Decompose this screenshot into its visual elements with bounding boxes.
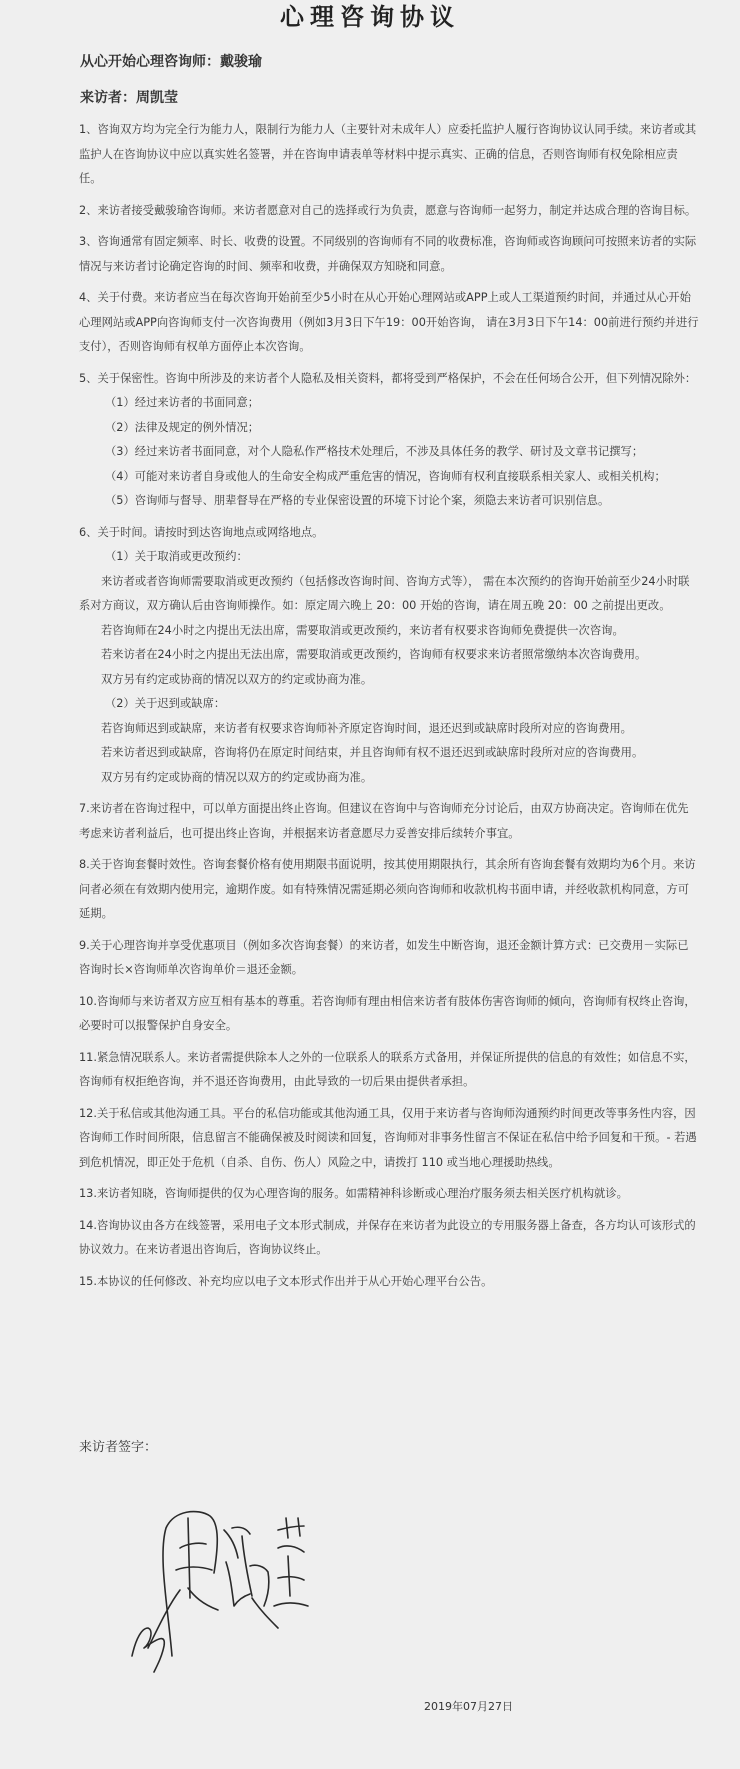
clause-6-sub-2-text-a: 若咨询师迟到或缺席，来访者有权要求咨询师补齐原定咨询时间，退还迟到或缺席时段所对应的咨询费用。 (101, 721, 632, 735)
clause-5-item-4: （4）可能对来访者自身或他人的生命安全构成严重危害的情况，咨询师有权利直接联系相关家人、或相关机构； (105, 469, 666, 483)
clause-12: 12.关于私信或其他沟通工具。平台的私信功能或其他沟通工具，仅用于来访者与咨询师沟通预约时间更改等事务性内容，因咨询师工作时间所限，信息留言不能确保被及时阅读和回复，咨询师对非事务性留言不保证在私信中给予回复和干预。- 若遇到危机情况，即正处于危机（自杀、自伤、伤人）风险之中，请拨打 110 或当地心理援助热线。 (79, 1106, 697, 1169)
clause-6-sub-2: （2）关于迟到或缺席： (105, 697, 226, 710)
agreement-body (79, 118, 699, 1294)
clause-15: 15.本协议的任何修改、补充均应以电子文本形式作出并于从心开始心理平台公告。 (79, 1274, 493, 1288)
clause-13: 13.来访者知晓，咨询师提供的仅为心理咨询的服务。如需精神科诊断或心理治疗服务须去相关医疗机构就诊。 (79, 1187, 628, 1200)
clause-2: 2、来访者接受戴骏瑜咨询师。来访者愿意对自己的选择或行为负责，愿意与咨询师一起努力，制定并达成合理的咨询目标。 (79, 203, 697, 217)
document-title: 心理咨询协议 (280, 3, 460, 31)
clause-6-sub-2-text-b: 若来访者迟到或缺席，咨询将仍在原定时间结束，并且咨询师有权不退还迟到或缺席时段所对应的咨询费用。 (101, 746, 644, 759)
clause-10: 10.咨询师与来访者双方应互相有基本的尊重。若咨询师有理由相信来访者有肢体伤害咨询师的倾向，咨询师有权终止咨询，必要时可以报警保护自身安全。 (79, 994, 696, 1032)
clause-3: 3、咨询通常有固定频率、时长、收费的设置。不同级别的咨询师有不同的收费标准，咨询师或咨询顾问可按照来访者的实际情况与来访者讨论确定咨询的时间、频率和收费，并确保双方知晓和同意。 (79, 235, 697, 273)
clause-6-sub-1-text-d: 双方另有约定或协商的情况以双方的约定或协商为准。 (101, 672, 373, 686)
clause-5-item-5: （5）咨询师与督导、朋辈督导在严格的专业保密设置的环境下讨论个案，须隐去来访者可识别信息。 (105, 494, 610, 507)
clause-1: 1、咨询双方均为完全行为能力人，限制行为能力人（主要针对未成年人）应委托监护人履行咨询协议认同手续。来访者或其监护人在咨询协议中应以真实姓名签署，并在咨询申请表单等材料中提示真实、正确的信息，否则咨询师有权免除相应责任。 (79, 123, 697, 185)
clause-6-sub-2-text-c: 双方另有约定或协商的情况以双方的约定或协商为准。 (101, 770, 373, 784)
clause-4: 4、关于付费。来访者应当在每次咨询开始前至少5小时在从心开始心理网站或APP上或人工渠道预约时间，并通过从心开始心理网站或APP向咨询师支付一次咨询费用（例如3月3日下午19：00开始咨询， 请在3月3日下午14：00前进行预约并进行支付），否则咨询师有权单方面停止本次咨询。 (79, 291, 699, 353)
handwritten-signature (128, 1478, 348, 1678)
signature-label: 来访者签字： (79, 1440, 158, 1455)
clause-5-item-3: （3）经过来访者书面同意，对个人隐私作严格技术处理后，不涉及具体任务的教学、研讨及文章书记撰写； (105, 445, 644, 458)
clause-6-sub-1-text-b: 若咨询师在24小时之内提出无法出席，需要取消或更改预约，来访者有权要求咨询师免费提供一次咨询。 (101, 623, 624, 637)
clause-5-item-1: （1）经过来访者的书面同意； (105, 396, 260, 409)
clause-5-item-2: （2）法律及规定的例外情况； (105, 420, 260, 434)
clause-9: 9.关于心理咨询并享受优惠项目（例如多次咨询套餐）的来访者，如发生中断咨询，退还金额计算方式：已交费用－实际已咨询时长×咨询师单次咨询单价＝退还金额。 (79, 938, 689, 976)
clause-6-sub-1-text-a: 来访者或者咨询师需要取消或更改预约（包括修改咨询时间、咨询方式等）， 需在本次预约的咨询开始前至少24小时联系对方商议，双方确认后由咨询师操作。如：原定周六晚上 20：00 开始的咨询，请在周五晚 20：00 之前提出更改。 (79, 574, 690, 612)
signing-date: 2019年07月27日 (424, 1700, 513, 1713)
clause-8: 8.关于咨询套餐时效性。咨询套餐价格有使用期限书面说明，按其使用期限执行，其余所有咨询套餐有效期均为6个月。来访问者必须在有效期内使用完，逾期作废。如有特殊情况需延期必须向咨询师和收款机构书面申请，并经收款机构同意，方可延期。 (79, 858, 696, 920)
clause-11: 11.紧急情况联系人。来访者需提供除本人之外的一位联系人的联系方式备用，并保证所提供的信息的有效性；如信息不实，咨询师有权拒绝咨询，并不退还咨询费用，由此导致的一切后果由提供者承担。 (79, 1050, 696, 1088)
counselor-line: 从心开始心理咨询师：戴骏瑜 (80, 54, 262, 70)
clause-14: 14.咨询协议由各方在线签署，采用电子文本形式制成，并保存在来访者为此设立的专用服务器上备查，各方均认可该形式的协议效力。在来访者退出咨询后，咨询协议终止。 (79, 1218, 696, 1256)
visitor-line: 来访者：周凯莹 (80, 90, 178, 106)
clause-7: 7.来访者在咨询过程中，可以单方面提出终止咨询。但建议在咨询中与咨询师充分讨论后，由双方协商决定。咨询师在优先考虑来访者利益后，也可提出终止咨询，并根据来访者意愿尽力妥善安排后续转介事宜。 (79, 802, 689, 840)
clause-6-sub-1-text-c: 若来访者在24小时之内提出无法出席，需要取消或更改预约，咨询师有权要求来访者照常缴纳本次咨询费用。 (101, 648, 647, 661)
clause-6-sub-1: （1）关于取消或更改预约： (105, 550, 248, 563)
clause-6: 6、关于时间。请按时到达咨询地点或网络地点。 (79, 525, 324, 539)
clause-5: 5、关于保密性。咨询中所涉及的来访者个人隐私及相关资料，都将受到严格保护，不会在任何场合公开，但下列情况除外： (79, 371, 697, 385)
